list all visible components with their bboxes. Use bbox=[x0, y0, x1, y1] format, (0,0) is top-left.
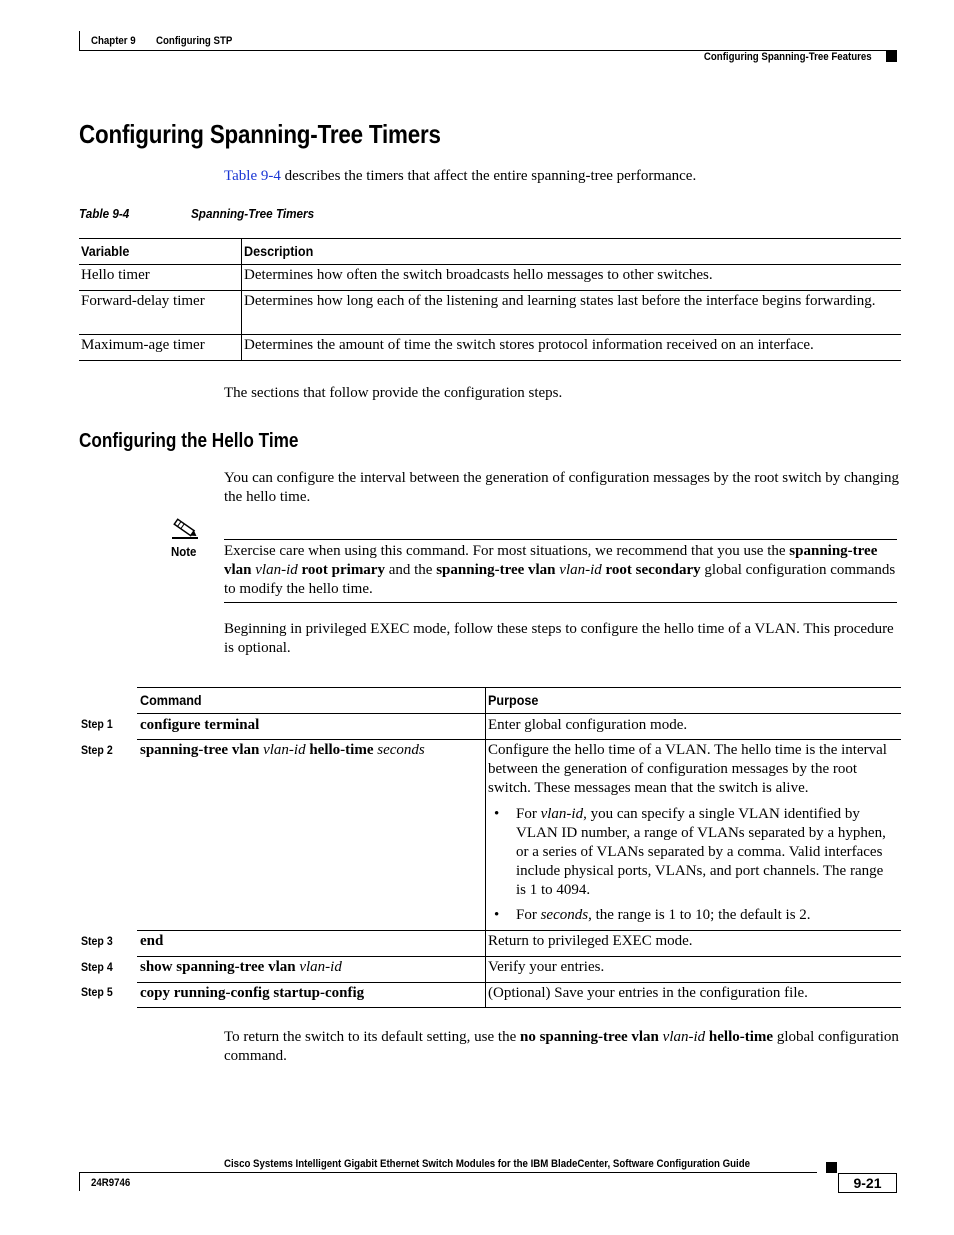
step-label: Step 4 bbox=[81, 960, 113, 974]
table-cell: Hello timer bbox=[81, 267, 150, 283]
note-top-rule bbox=[224, 539, 897, 540]
header-block bbox=[886, 50, 897, 62]
bullet-marker: • bbox=[494, 907, 500, 923]
note-pencil-icon bbox=[170, 517, 200, 541]
footer-rule bbox=[79, 1172, 817, 1173]
bullet-item: For seconds, the range is 1 to 10; the default is 2. bbox=[516, 907, 811, 923]
chapter-label: Chapter 9 bbox=[91, 35, 136, 47]
column-header-description: Description bbox=[244, 243, 314, 259]
page-number: 9-21 bbox=[853, 1175, 882, 1191]
step-command: spanning-tree vlan vlan-id hello-time seconds bbox=[140, 742, 425, 758]
step-purpose: Enter global configuration mode. bbox=[488, 717, 688, 733]
header-vertical-rule bbox=[79, 31, 80, 50]
hello-intro-paragraph: You can configure the interval between the generation of configuration messages by the root switch by changing the hello time. bbox=[224, 470, 899, 505]
step-purpose: (Optional) Save your entries in the configuration file. bbox=[488, 985, 808, 1001]
page-title: Configuring Spanning-Tree Timers bbox=[79, 119, 441, 149]
step-command: end bbox=[140, 933, 164, 949]
footer-block bbox=[826, 1162, 837, 1173]
table-cell: Determines how often the switch broadcasts hello messages to other switches. bbox=[244, 267, 713, 283]
book-title: Cisco Systems Intelligent Gigabit Ethernet Switch Modules for the IBM BladeCenter, Software Configuration Guide bbox=[224, 1158, 751, 1170]
intro-paragraph: Table 9-4 describes the timers that affect the entire spanning-tree performance. bbox=[224, 168, 697, 184]
section-label: Configuring Spanning-Tree Features bbox=[704, 51, 872, 63]
table-cell: Forward-delay timer bbox=[81, 293, 205, 309]
footer-vertical-rule bbox=[79, 1172, 80, 1191]
step-command: configure terminal bbox=[140, 717, 260, 733]
table-caption-number: Table 9-4 bbox=[79, 206, 130, 221]
doc-number: 24R9746 bbox=[91, 1177, 131, 1189]
note-text: Exercise care when using this command. For most situations, we recommend that you use the spanning-tree vlan vlan-id root primary and the spanning-tree vlan vlan-id root secondary global configuration commands to modify the hello time. bbox=[224, 543, 896, 597]
bullet-item: For vlan-id, you can specify a single VLAN identified by VLAN ID number, a range of VLANs separated by a hyphen, or a series of VLANs separated by a comma. Valid interfaces include physical ports, VLANs, and port channels. The range is 1 to 4094. bbox=[516, 806, 886, 898]
chapter-title: Configuring STP bbox=[156, 35, 233, 47]
step-label: Step 5 bbox=[81, 985, 113, 999]
table-cell: Determines the amount of time the switch stores protocol information received on an interface. bbox=[244, 337, 814, 353]
step-purpose: Return to privileged EXEC mode. bbox=[488, 933, 693, 949]
step-purpose: Verify your entries. bbox=[488, 959, 605, 975]
step-label: Step 1 bbox=[81, 717, 113, 731]
note-bottom-rule bbox=[224, 602, 897, 603]
table-cell: Determines how long each of the listening and learning states last before the interface begins forwarding. bbox=[244, 293, 876, 309]
note-label: Note bbox=[171, 544, 197, 559]
page-number-box bbox=[838, 1173, 897, 1193]
table-link[interactable]: Table 9-4 bbox=[224, 168, 281, 184]
step-label: Step 3 bbox=[81, 934, 113, 948]
section-heading: Configuring the Hello Time bbox=[79, 430, 299, 452]
step-command: show spanning-tree vlan vlan-id bbox=[140, 959, 342, 975]
column-header-command: Command bbox=[140, 692, 202, 708]
table-cell: Maximum-age timer bbox=[81, 337, 205, 353]
step-purpose: Configure the hello time of a VLAN. The hello time is the interval between the generation of configuration messages by the root switch. These messages mean that the switch is alive. bbox=[488, 742, 887, 796]
column-header-variable: Variable bbox=[81, 243, 130, 259]
return-default-paragraph: To return the switch to its default setting, use the no spanning-tree vlan vlan-id hello-time global configuration command. bbox=[224, 1029, 899, 1064]
step-command: copy running-config startup-config bbox=[140, 985, 365, 1001]
step-label: Step 2 bbox=[81, 743, 113, 757]
bullet-marker: • bbox=[494, 806, 500, 822]
column-header-purpose: Purpose bbox=[488, 692, 539, 708]
sections-follow-text: The sections that follow provide the configuration steps. bbox=[224, 385, 563, 401]
table-caption-title: Spanning-Tree Timers bbox=[191, 206, 315, 221]
procedure-intro: Beginning in privileged EXEC mode, follow these steps to configure the hello time of a VLAN. This procedure is optional. bbox=[224, 621, 894, 656]
